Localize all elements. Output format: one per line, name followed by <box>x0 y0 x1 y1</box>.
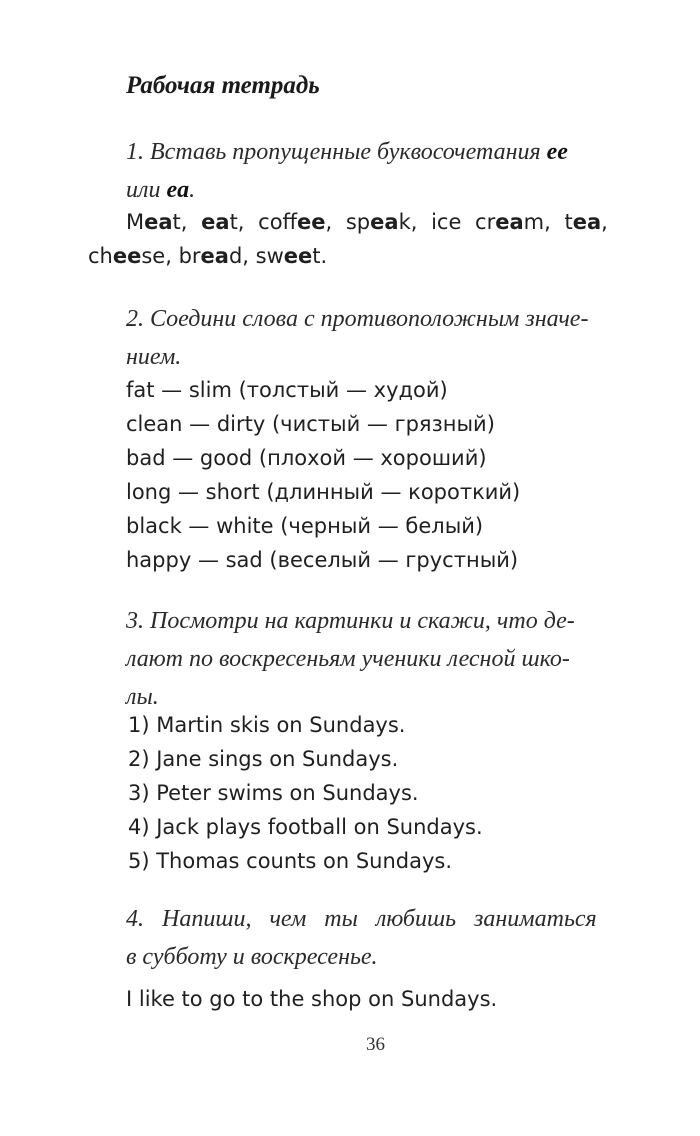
task-4-line-1: 4. Напиши, чем ты любишь заниматься <box>126 906 597 932</box>
answer-text: M <box>126 210 145 234</box>
answer-text: ch <box>88 244 113 268</box>
task-1-text-2: или <box>126 177 167 203</box>
list-item: 3) Peter swims on Sundays. <box>128 781 419 805</box>
answer-text: d, sw <box>228 244 284 268</box>
task-1-answer-line <box>88 239 608 273</box>
task-3-line-1: 3. Посмотри на картинки и скажи, что де- <box>126 608 575 634</box>
answer-letters: ee <box>297 210 326 234</box>
list-item: fat — slim (толстый — худой) <box>126 378 448 402</box>
answer-letters: ea <box>201 210 230 234</box>
answer-text: m, t <box>523 210 573 234</box>
list-item: bad — good (плохой — хороший) <box>126 446 487 470</box>
task-3-line-2: лают по воскресеньям ученики лесной шко- <box>126 646 570 672</box>
answer-text: , <box>601 210 608 234</box>
task-1-instruction <box>126 133 568 209</box>
list-item: 2) Jane sings on Sundays. <box>128 747 399 771</box>
task-3-sentences <box>128 708 483 878</box>
task-4-line-2: в субботу и воскресенье. <box>126 944 378 970</box>
answer-letters: ee <box>112 244 142 268</box>
task-3-line-3: лы. <box>126 684 159 710</box>
task-1-line-2 <box>126 171 568 209</box>
task-2-line-1: 2. Соедини слова с противоположным значе- <box>126 306 589 332</box>
list-item: 5) Thomas counts on Sundays. <box>128 849 453 873</box>
answer-text: t. <box>312 244 328 268</box>
answer-letters: ea <box>370 210 399 234</box>
list-item: happy — sad (веселый — грустный) <box>126 548 519 572</box>
answer-text: k, ice cr <box>398 210 496 234</box>
answer-text: t, coff <box>229 210 298 234</box>
answer-text: t, <box>172 210 202 234</box>
answer-letters: ea <box>200 244 229 268</box>
page-number: 36 <box>366 1034 385 1055</box>
task-1-text: 1. Вставь пропущенные буквосочетания <box>126 139 547 165</box>
page-heading: Рабочая тетрадь <box>126 72 320 99</box>
list-item: clean — dirty (чистый — грязный) <box>126 412 495 436</box>
task-2-word-pairs <box>126 373 520 577</box>
list-item: 4) Jack plays football on Sundays. <box>128 815 483 839</box>
task-2-instruction <box>126 300 588 376</box>
list-item: black — white (черный — белый) <box>126 514 484 538</box>
answer-text: , sp <box>325 210 371 234</box>
task-4-instruction <box>126 900 597 976</box>
answer-letters: ea <box>495 210 524 234</box>
list-item: long — short (длинный — короткий) <box>126 480 521 504</box>
answer-letters: ea <box>144 210 173 234</box>
task-1-bold-ee: ee <box>546 139 568 165</box>
task-1-answer <box>88 205 608 273</box>
answer-text: se, br <box>141 244 201 268</box>
task-1-line-1 <box>126 133 568 171</box>
task-1-text-end: . <box>189 177 196 203</box>
answer-letters: ee <box>283 244 313 268</box>
list-item: 1) Martin skis on Sundays. <box>128 713 406 737</box>
task-1-bold-ea: ea <box>166 177 190 203</box>
task-2-line-2: нием. <box>126 344 182 370</box>
answer-letters: ea <box>572 210 602 234</box>
task-1-answer-line <box>88 205 608 239</box>
task-4-answer: I like to go to the shop on Sundays. <box>126 987 498 1011</box>
task-3-instruction <box>126 602 575 716</box>
